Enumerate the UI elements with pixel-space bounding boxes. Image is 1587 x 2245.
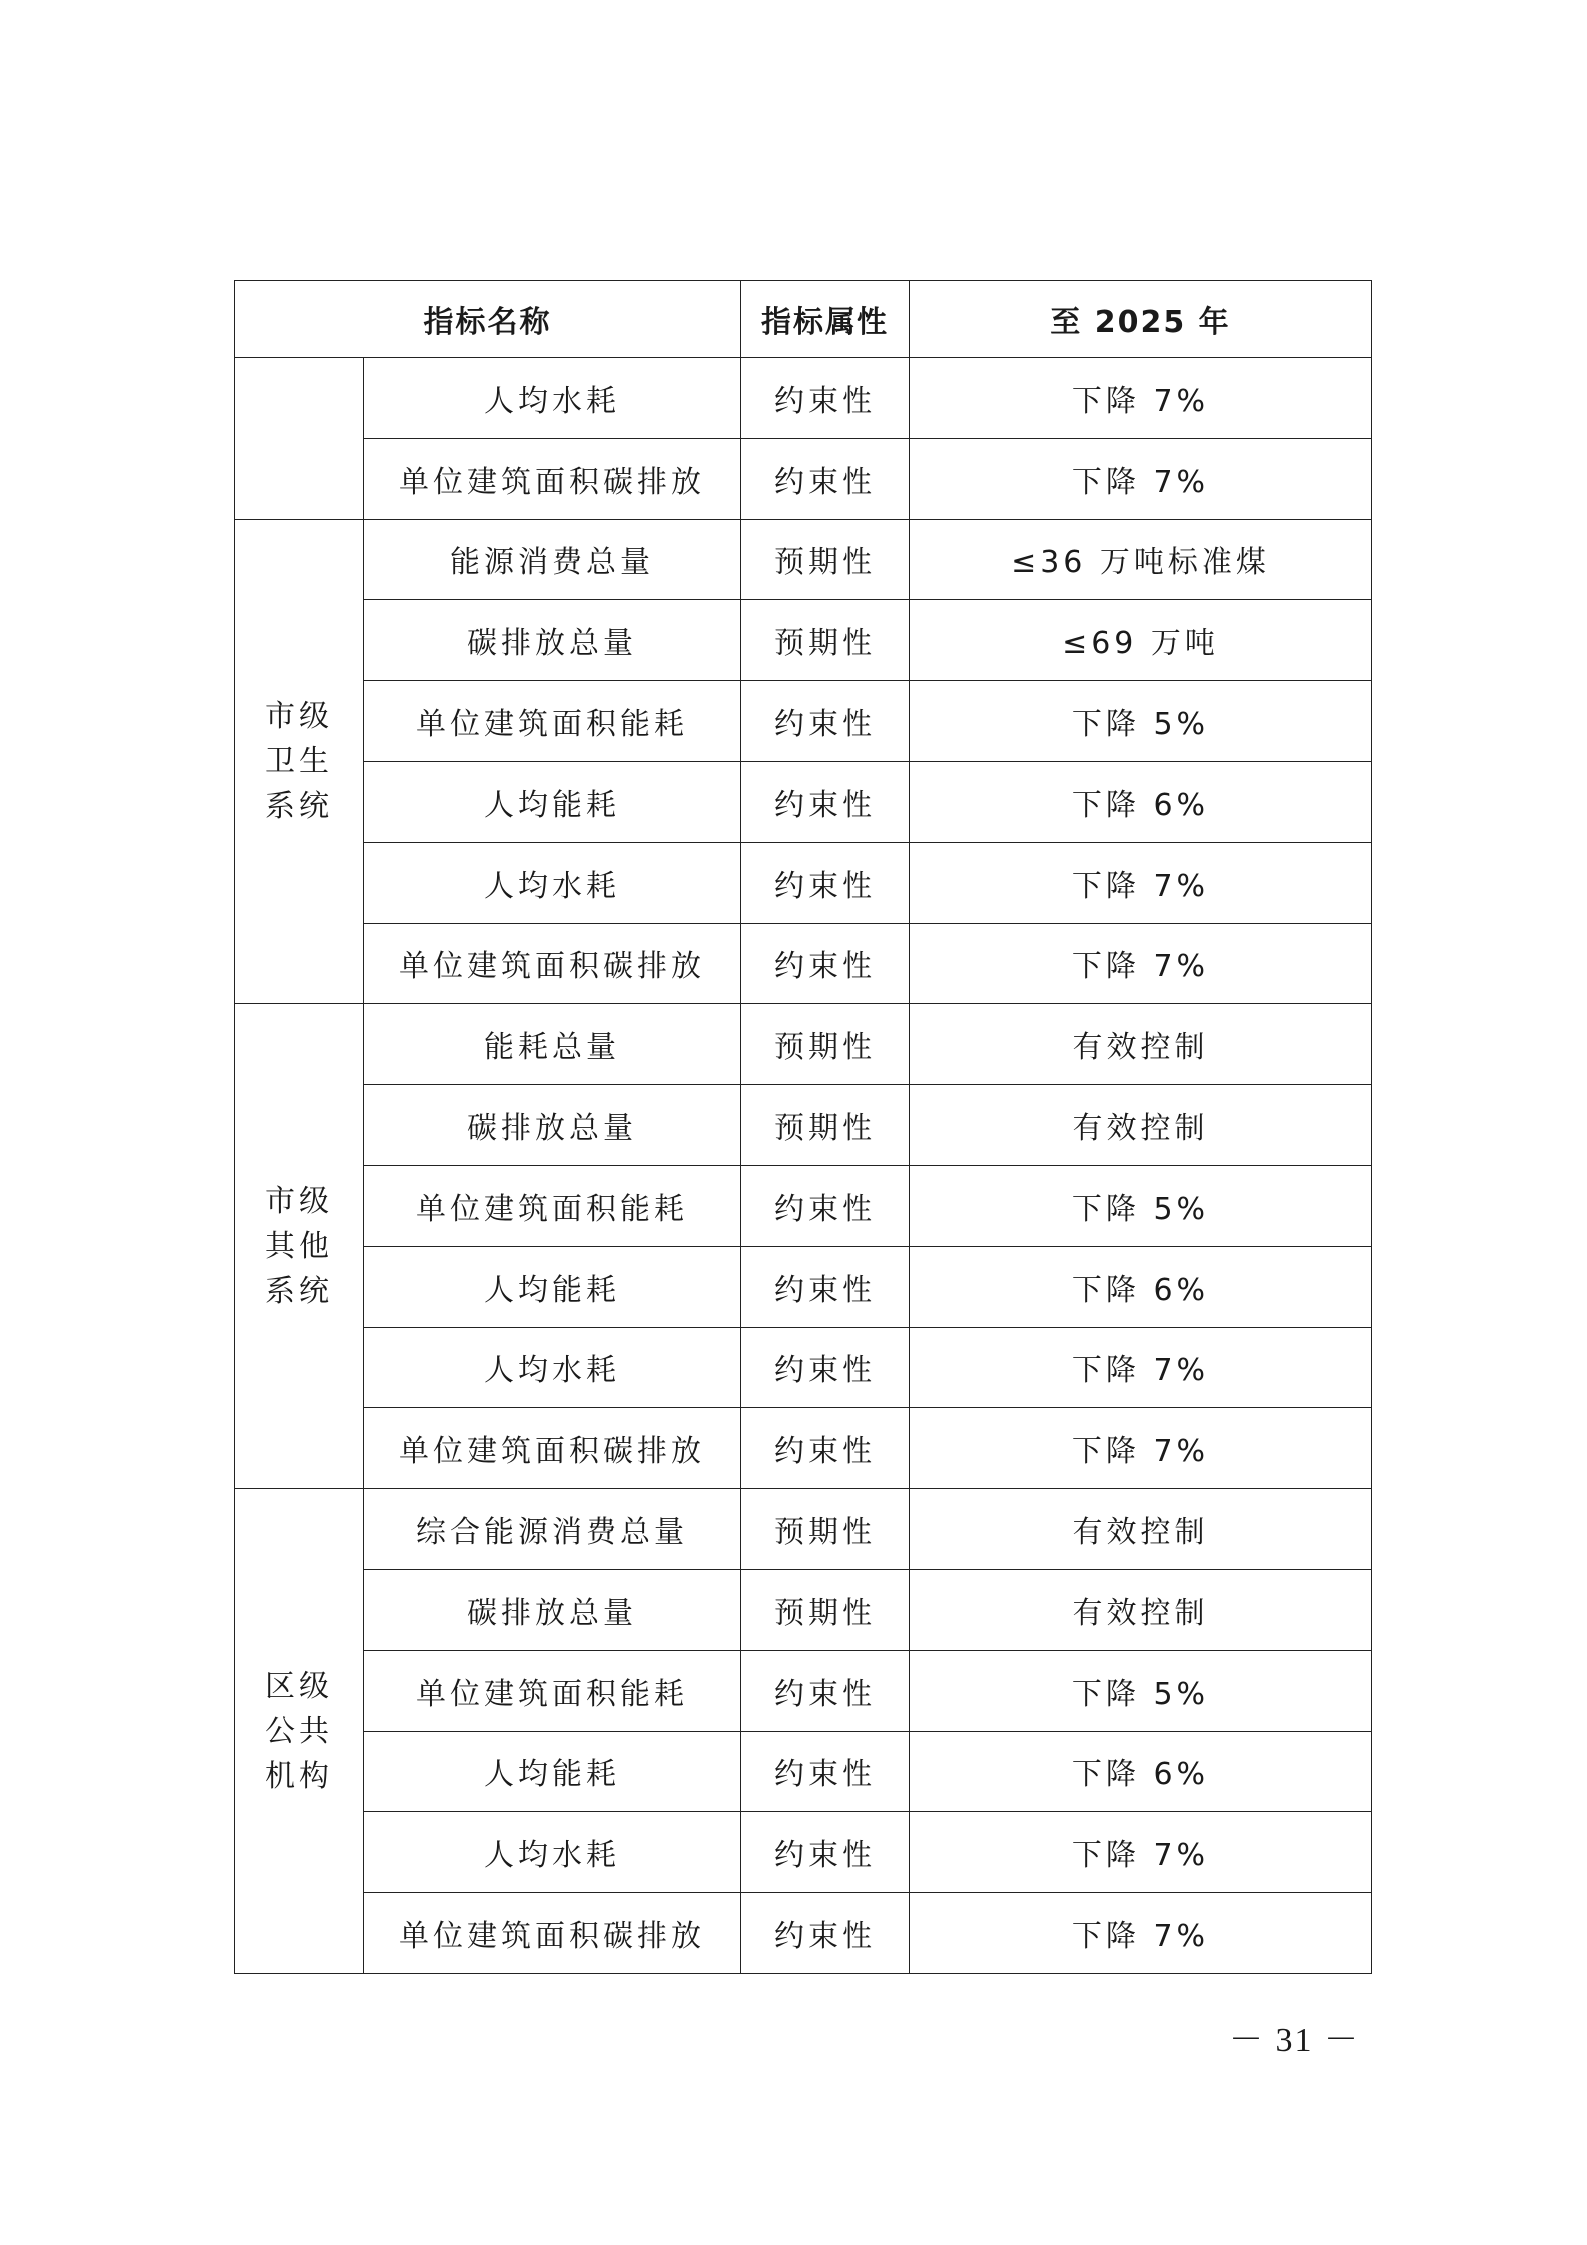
indicator-target-cell: 下降 7% bbox=[910, 1327, 1372, 1408]
group-label-line: 卫生 bbox=[265, 743, 333, 779]
group-label-line: 公共 bbox=[265, 1713, 333, 1749]
table-header-row bbox=[235, 281, 1372, 358]
indicator-attribute-cell: 约束性 bbox=[741, 842, 910, 923]
indicator-target-cell: 下降 6% bbox=[910, 1731, 1372, 1812]
indicator-target-cell: ≤36 万吨标准煤 bbox=[910, 519, 1372, 600]
table-row bbox=[235, 1489, 1372, 1570]
indicator-attribute-cell: 预期性 bbox=[741, 1085, 910, 1166]
indicator-target-cell: 下降 6% bbox=[910, 1246, 1372, 1327]
indicator-name-cell: 碳排放总量 bbox=[364, 1569, 741, 1650]
table-row bbox=[235, 1812, 1372, 1893]
group-label-cell bbox=[235, 519, 364, 1004]
indicator-name-cell: 人均能耗 bbox=[364, 1731, 741, 1812]
group-label-line: 机构 bbox=[265, 1758, 333, 1794]
indicator-name-cell: 人均水耗 bbox=[364, 358, 741, 439]
indicator-target-cell: 下降 5% bbox=[910, 1650, 1372, 1731]
group-label-line: 系统 bbox=[265, 1273, 333, 1309]
indicator-attribute-cell: 约束性 bbox=[741, 681, 910, 762]
indicator-name-cell: 综合能源消费总量 bbox=[364, 1489, 741, 1570]
indicator-name-cell: 单位建筑面积碳排放 bbox=[364, 1408, 741, 1489]
indicator-attribute-cell: 约束性 bbox=[741, 358, 910, 439]
group-label-line: 市级 bbox=[265, 698, 333, 734]
indicator-attribute-cell: 约束性 bbox=[741, 1893, 910, 1974]
indicator-target-cell: 有效控制 bbox=[910, 1004, 1372, 1085]
indicator-target-cell: 下降 5% bbox=[910, 681, 1372, 762]
indicator-target-cell: 下降 7% bbox=[910, 1812, 1372, 1893]
indicator-name-cell: 人均能耗 bbox=[364, 761, 741, 842]
indicator-name-cell: 能耗总量 bbox=[364, 1004, 741, 1085]
indicator-table bbox=[234, 280, 1372, 1974]
indicator-target-cell: 下降 7% bbox=[910, 358, 1372, 439]
table-body bbox=[235, 358, 1372, 1974]
indicator-target-cell: 有效控制 bbox=[910, 1569, 1372, 1650]
indicator-name-cell: 单位建筑面积碳排放 bbox=[364, 1893, 741, 1974]
indicator-target-cell: 下降 5% bbox=[910, 1165, 1372, 1246]
group-label-cell bbox=[235, 358, 364, 520]
indicator-target-cell: 下降 7% bbox=[910, 1893, 1372, 1974]
indicator-name-cell: 碳排放总量 bbox=[364, 1085, 741, 1166]
indicator-name-cell: 人均水耗 bbox=[364, 1812, 741, 1893]
indicator-name-cell: 人均水耗 bbox=[364, 842, 741, 923]
indicator-attribute-cell: 预期性 bbox=[741, 519, 910, 600]
indicator-attribute-cell: 约束性 bbox=[741, 1812, 910, 1893]
indicator-name-cell: 单位建筑面积碳排放 bbox=[364, 923, 741, 1004]
indicator-name-cell: 碳排放总量 bbox=[364, 600, 741, 681]
indicator-target-cell: 下降 7% bbox=[910, 923, 1372, 1004]
indicator-attribute-cell: 约束性 bbox=[741, 1246, 910, 1327]
header-target-2025: 至 2025 年 bbox=[910, 281, 1372, 358]
indicator-name-cell: 人均水耗 bbox=[364, 1327, 741, 1408]
indicator-attribute-cell: 预期性 bbox=[741, 1004, 910, 1085]
indicator-attribute-cell: 约束性 bbox=[741, 1408, 910, 1489]
table-row bbox=[235, 438, 1372, 519]
indicator-attribute-cell: 预期性 bbox=[741, 1489, 910, 1570]
indicator-target-cell: 有效控制 bbox=[910, 1489, 1372, 1570]
indicator-attribute-cell: 约束性 bbox=[741, 1731, 910, 1812]
table-row bbox=[235, 1085, 1372, 1166]
indicator-name-cell: 单位建筑面积能耗 bbox=[364, 681, 741, 762]
indicator-target-cell: 下降 7% bbox=[910, 842, 1372, 923]
table-row bbox=[235, 1731, 1372, 1812]
table-row bbox=[235, 1569, 1372, 1650]
table-row bbox=[235, 1246, 1372, 1327]
table-row bbox=[235, 358, 1372, 439]
table-row bbox=[235, 761, 1372, 842]
indicator-target-cell: ≤69 万吨 bbox=[910, 600, 1372, 681]
indicator-name-cell: 能源消费总量 bbox=[364, 519, 741, 600]
indicator-name-cell: 单位建筑面积能耗 bbox=[364, 1165, 741, 1246]
table-row bbox=[235, 923, 1372, 1004]
indicator-name-cell: 人均能耗 bbox=[364, 1246, 741, 1327]
page-number: － 31 － bbox=[1229, 2022, 1360, 2059]
indicator-attribute-cell: 约束性 bbox=[741, 1650, 910, 1731]
indicator-attribute-cell: 约束性 bbox=[741, 923, 910, 1004]
table-row bbox=[235, 681, 1372, 762]
group-label-cell bbox=[235, 1489, 364, 1974]
table-row bbox=[235, 1327, 1372, 1408]
table-row bbox=[235, 1893, 1372, 1974]
table-row bbox=[235, 842, 1372, 923]
table-row bbox=[235, 1165, 1372, 1246]
table-row bbox=[235, 600, 1372, 681]
header-indicator-name: 指标名称 bbox=[235, 281, 741, 358]
indicator-attribute-cell: 预期性 bbox=[741, 1569, 910, 1650]
table-row bbox=[235, 1004, 1372, 1085]
indicator-attribute-cell: 约束性 bbox=[741, 1327, 910, 1408]
group-label-line: 区级 bbox=[265, 1668, 333, 1704]
indicator-name-cell: 单位建筑面积碳排放 bbox=[364, 438, 741, 519]
indicator-attribute-cell: 约束性 bbox=[741, 438, 910, 519]
table-row bbox=[235, 1408, 1372, 1489]
group-label-line: 市级 bbox=[265, 1183, 333, 1219]
indicator-name-cell: 单位建筑面积能耗 bbox=[364, 1650, 741, 1731]
group-label-line: 系统 bbox=[265, 788, 333, 824]
indicator-target-cell: 下降 6% bbox=[910, 761, 1372, 842]
indicator-attribute-cell: 预期性 bbox=[741, 600, 910, 681]
group-label-cell bbox=[235, 1004, 364, 1489]
indicator-attribute-cell: 约束性 bbox=[741, 1165, 910, 1246]
table-row bbox=[235, 1650, 1372, 1731]
indicator-target-cell: 下降 7% bbox=[910, 1408, 1372, 1489]
indicator-target-cell: 有效控制 bbox=[910, 1085, 1372, 1166]
indicator-target-cell: 下降 7% bbox=[910, 438, 1372, 519]
table-row bbox=[235, 519, 1372, 600]
group-label-line: 其他 bbox=[265, 1228, 333, 1264]
header-indicator-attribute: 指标属性 bbox=[741, 281, 910, 358]
indicator-attribute-cell: 约束性 bbox=[741, 761, 910, 842]
